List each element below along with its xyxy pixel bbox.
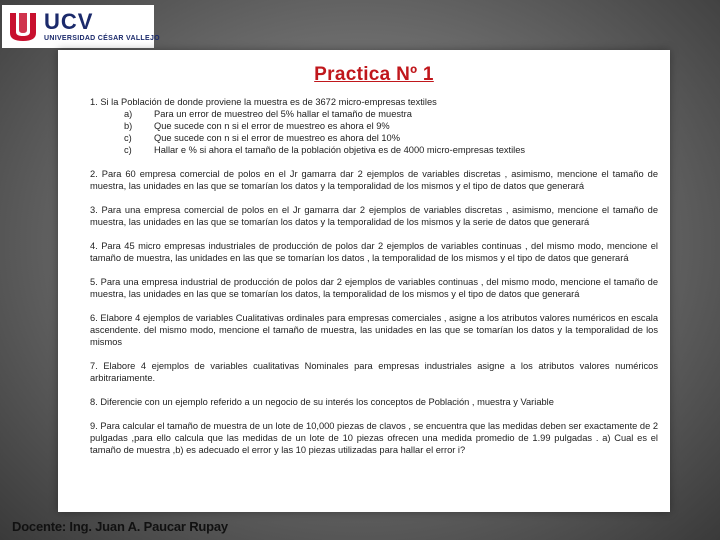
subitem-letter: c) bbox=[124, 145, 132, 155]
question-7: 7. Elabore 4 ejemplos de variables cualitativas Nominales para empresas industriales asigne a los atributos valores numéricos arbitrariamente. bbox=[90, 361, 658, 383]
subitem-letter: c) bbox=[124, 133, 132, 143]
page-title: Practica Nº 1 bbox=[314, 64, 434, 85]
question-6: 6. Elabore 4 ejemplos de variables Cualitativas ordinales para empresas comerciales , asigne a los atributos valores numéricos en escala ascendente. del mismo modo, mencione el tamaño de muestra, las unidades en las que se tomarían los datos y la temporalidad de los mismos bbox=[90, 313, 658, 347]
logo-subtitle: UNIVERSIDAD CÉSAR VALLEJO bbox=[44, 35, 160, 42]
ucv-emblem-icon bbox=[8, 11, 38, 43]
question-1-subitem-b bbox=[90, 120, 658, 132]
subitem-text: Que sucede con n si el error de muestreo es ahora el 9% bbox=[154, 121, 390, 131]
question-4: 4. Para 45 micro empresas industriales de producción de polos dar 2 ejemplos de variables continuas , del mismo modo, mencione el tamaño de muestra, las unidades en las que se tomarían los datos , la temporalidad de los mismos y el tipo de datos que generará bbox=[90, 241, 658, 263]
question-1: 1. Si la Población de donde proviene la muestra es de 3672 micro-empresas textiles bbox=[90, 97, 437, 107]
question-1-subitem-c bbox=[90, 132, 658, 144]
subitem-text: Para un error de muestreo del 5% hallar el tamaño de muestra bbox=[154, 109, 412, 119]
logo-name: UCV bbox=[44, 9, 94, 34]
question-8: 8. Diferencie con un ejemplo referido a un negocio de su interés los conceptos de Población , muestra y Variable bbox=[90, 397, 554, 407]
question-1-subitem-c2 bbox=[90, 144, 658, 156]
subitem-text: Que sucede con n si el error de muestreo es ahora del 10% bbox=[154, 133, 400, 143]
question-2: 2. Para 60 empresa comercial de polos en el Jr gamarra dar 2 ejemplos de variables discretas , asimismo, mencione el tamaño de muestra, las unidades en las que se tomarían los datos y la temporalidad de los mismos y el tipo de datos que generará bbox=[90, 169, 658, 191]
teacher-credit: Docente: Ing. Juan A. Paucar Rupay bbox=[12, 519, 228, 534]
question-3: 3. Para una empresa comercial de polos en el Jr gamarra dar 2 ejemplos de variables discretas , asimismo, mencione el tamaño de muestra, las unidades en las que se tomarían los datos y la temporalidad de los mismos y la serie de datos que generará bbox=[90, 205, 658, 227]
subitem-letter: a) bbox=[124, 109, 133, 119]
subitem-text: Hallar e % si ahora el tamaño de la población objetiva es de 4000 micro-empresas textiles bbox=[154, 145, 526, 155]
question-9: 9. Para calcular el tamaño de muestra de un lote de 10,000 piezas de clavos , se encuentra que las medidas deben ser exactamente de 2 pulgadas ,para ello calcula que las medidas de un lote de 10 piezas ofrecen una medida promedio de 1.99 pulgadas . a) Cual es el tamaño de muestra ,b) es adecuado el error y las 10 piezas utilizadas para hallar el error i? bbox=[90, 421, 658, 455]
university-logo bbox=[2, 5, 160, 48]
question-5: 5. Para una empresa industrial de producción de polos dar 2 ejemplos de variables continuas , del mismo modo, mencione el tamaño de muestra, las unidades en las que se tomarían los datos, la temporalidad de los mismos y el tipo de datos que generará bbox=[90, 277, 658, 299]
practice-sheet bbox=[58, 50, 670, 512]
question-1-subitem-a bbox=[90, 108, 658, 120]
subitem-letter: b) bbox=[124, 121, 133, 131]
